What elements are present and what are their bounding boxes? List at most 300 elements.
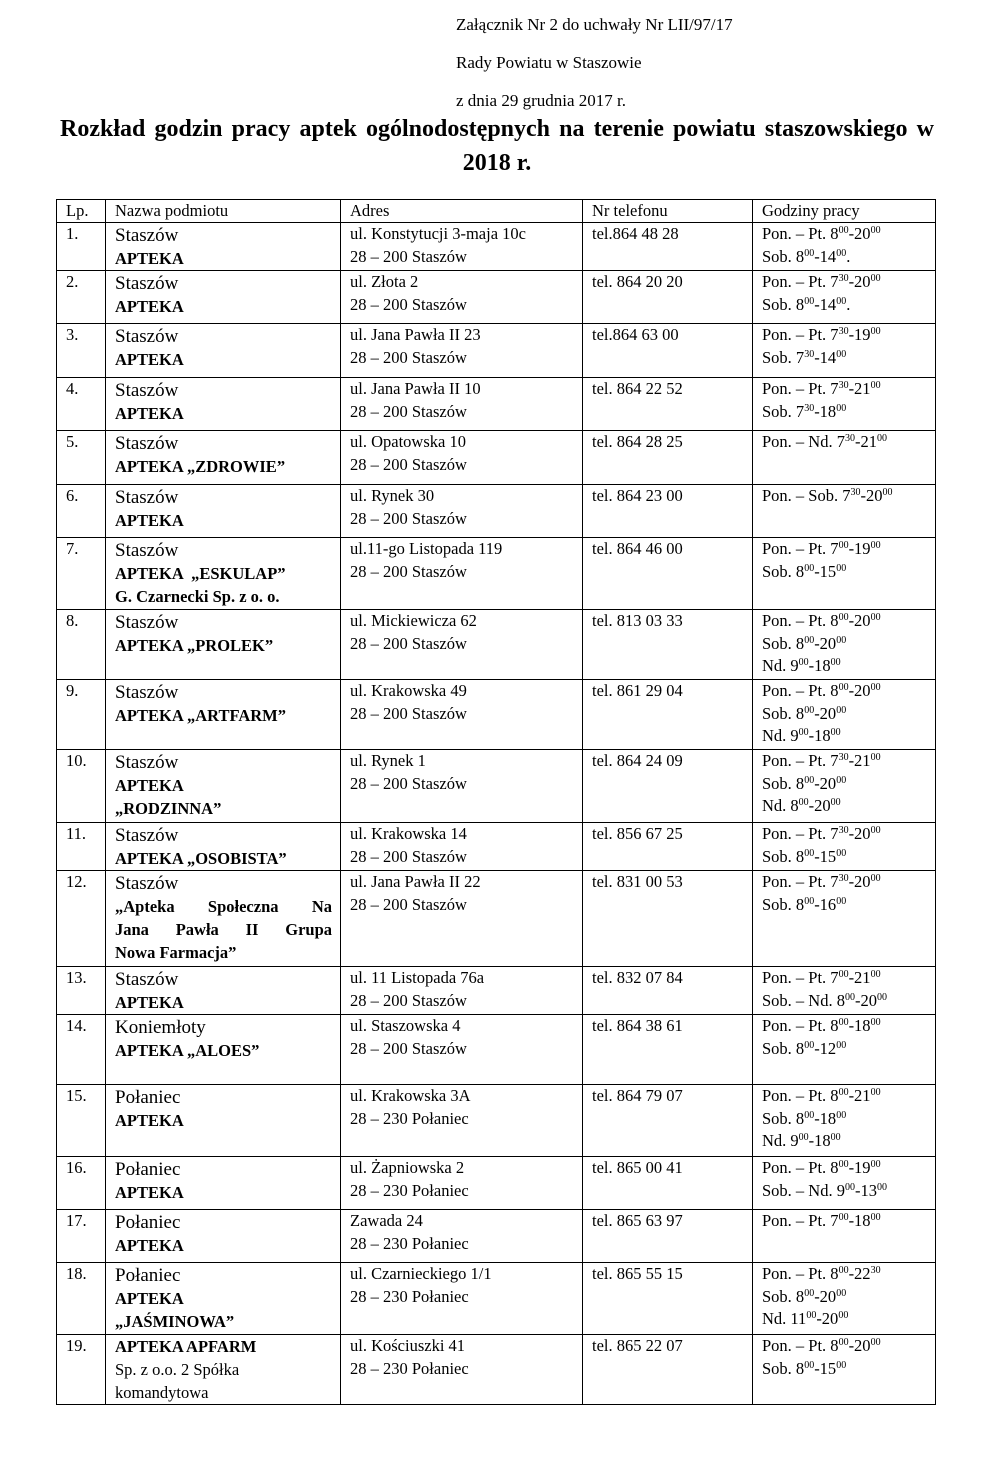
address-line: 28 – 200 Staszów: [350, 347, 467, 367]
cell-hours: [753, 538, 936, 610]
address-line: ul. Jana Pawła II 23: [350, 325, 481, 344]
hours-line: Pon. – Pt. $8^{00}-20^{00}$: [762, 224, 881, 243]
cell-address: [341, 680, 583, 750]
pharmacy-name: APTEKA APFARM: [115, 1337, 257, 1356]
pharmacy-city: Staszów: [115, 225, 179, 246]
pharmacy-name: APTEKA: [115, 993, 184, 1012]
address-line: 28 – 230 Połaniec: [350, 1180, 469, 1200]
hours-minutes: 00: [870, 1212, 881, 1223]
address-line: 28 – 200 Staszów: [350, 773, 467, 793]
pharmacy-city: Staszów: [115, 540, 179, 561]
address-line: ul. Krakowska 3A: [350, 1086, 471, 1105]
address-line: 28 – 200 Staszów: [350, 561, 467, 581]
pharmacy-company: komandytowa: [115, 1383, 209, 1402]
hours-line: Nd. $8^{00}-20^{00}$: [762, 796, 841, 815]
table-row: [57, 823, 936, 871]
hours-minutes: 00: [798, 657, 809, 668]
cell-name: [106, 271, 341, 324]
cell-hours: [753, 431, 936, 485]
hours-minutes: 00: [830, 727, 841, 738]
hours-minutes: 00: [804, 1359, 815, 1371]
cell-name: [106, 1157, 341, 1210]
cell-address: [341, 223, 583, 271]
hours-line: Sob. $8^{00}-12^{00}$: [762, 1038, 847, 1058]
hours-minutes: 00: [838, 1017, 849, 1028]
address-line: ul. Jana Pawła II 10: [350, 379, 481, 398]
table-row: [57, 324, 936, 378]
cell-address: [341, 1015, 583, 1085]
cell-phone: tel. 864 79 07: [583, 1085, 753, 1157]
hours-minutes: 00: [798, 727, 809, 738]
cell-phone: tel. 864 22 52: [583, 378, 753, 431]
address-line: 28 – 230 Połaniec: [350, 1358, 469, 1378]
cell-hours: [753, 1335, 936, 1405]
hours-minutes: 00: [838, 1159, 849, 1170]
hours-minutes: 00: [870, 1159, 881, 1170]
cell-name: [106, 223, 341, 271]
pharmacy-city: Staszów: [115, 752, 179, 773]
pharmacy-city: Staszów: [115, 969, 179, 990]
pharmacy-city: Połaniec: [115, 1087, 181, 1108]
cell-name: [106, 967, 341, 1015]
cell-hours: [753, 967, 936, 1015]
cell-hours: [753, 1263, 936, 1335]
hours-line: Pon. – Pt. $8^{00}-18^{00}$: [762, 1016, 881, 1035]
hours-minutes: 00: [838, 969, 849, 980]
hours-minutes: 30: [804, 348, 815, 360]
cell-address: [341, 1263, 583, 1335]
cell-hours: [753, 1157, 936, 1210]
pharmacy-name: APTEKA „ZDROWIE”: [115, 457, 286, 476]
pharmacy-name: APTEKA „ALOES”: [115, 1041, 260, 1060]
cell-phone: tel. 864 24 09: [583, 750, 753, 823]
cell-name: [106, 538, 341, 610]
address-line: ul. Czarnieckiego 1/1: [350, 1264, 492, 1283]
hours-minutes: 00: [870, 326, 881, 337]
cell-phone: tel. 865 63 97: [583, 1210, 753, 1263]
cell-name: [106, 750, 341, 823]
hours-minutes: 00: [836, 402, 847, 414]
hours-minutes: 00: [804, 847, 815, 859]
hours-line: Pon. – Pt. $7^{00}-21^{00}$: [762, 968, 881, 987]
hours-minutes: 00: [838, 1310, 849, 1321]
attachment-line: z dnia 29 grudnia 2017 r.: [456, 91, 626, 110]
table-row: [57, 967, 936, 1015]
table-row: [57, 1210, 936, 1263]
cell-lp: 9.: [57, 680, 106, 750]
cell-lp: 6.: [57, 485, 106, 538]
hours-line: Sob. $8^{00}-15^{00}$: [762, 561, 847, 581]
cell-lp: 15.: [57, 1085, 106, 1157]
table-row: [57, 538, 936, 610]
column-header-phone: Nr telefonu: [583, 200, 753, 223]
hours-minutes: 00: [870, 540, 881, 551]
table-row: [57, 223, 936, 271]
hours-minutes: 00: [830, 657, 841, 668]
table-row: [57, 1157, 936, 1210]
hours-minutes: 00: [830, 1132, 841, 1143]
hours-minutes: 30: [844, 433, 855, 444]
hours-minutes: 00: [870, 825, 881, 836]
hours-line: Sob. $8^{00}-20^{00}$: [762, 703, 847, 723]
cell-address: [341, 324, 583, 378]
pharmacy-city: Staszów: [115, 873, 179, 894]
hours-minutes: 00: [876, 991, 887, 1003]
address-line: 28 – 200 Staszów: [350, 846, 467, 866]
hours-minutes: 00: [870, 969, 881, 980]
pharmacy-name: APTEKA „PROLEK”: [115, 636, 274, 655]
cell-name: [106, 1085, 341, 1157]
hours-minutes: 00: [836, 1109, 847, 1121]
address-line: ul. Złota 2: [350, 272, 419, 291]
hours-minutes: 30: [804, 402, 815, 414]
pharmacy-name: APTEKA: [115, 511, 184, 530]
hours-minutes: 00: [876, 433, 887, 444]
address-line: 28 – 200 Staszów: [350, 508, 467, 528]
hours-minutes: 00: [836, 895, 847, 907]
hours-minutes: 00: [870, 380, 881, 391]
pharmacy-name: APTEKA: [115, 1111, 184, 1130]
pharmacy-name: Nowa Farmacja”: [115, 943, 237, 962]
address-line: ul. Mickiewicza 62: [350, 611, 477, 630]
table-row: [57, 750, 936, 823]
cell-address: [341, 431, 583, 485]
cell-name: [106, 871, 341, 967]
cell-lp: 7.: [57, 538, 106, 610]
hours-minutes: 30: [838, 326, 849, 337]
hours-line: Sob. – Nd. $9^{00}-13^{00}$: [762, 1180, 887, 1200]
cell-address: [341, 485, 583, 538]
cell-address: [341, 538, 583, 610]
hours-minutes: 30: [838, 273, 849, 284]
cell-phone: tel. 865 22 07: [583, 1335, 753, 1405]
cell-lp: 12.: [57, 871, 106, 967]
pharmacy-name: APTEKA: [115, 1289, 184, 1308]
hours-minutes: 00: [830, 797, 841, 808]
cell-phone: tel. 865 00 41: [583, 1157, 753, 1210]
hours-line: Sob. $8^{00}-20^{00}$: [762, 1286, 847, 1306]
cell-hours: [753, 1085, 936, 1157]
pharmacy-city: Staszów: [115, 825, 179, 846]
pharmacy-name: APTEKA: [115, 297, 184, 316]
hours-minutes: 00: [838, 1265, 849, 1276]
hours-minutes: 00: [838, 1087, 849, 1098]
hours-minutes: 00: [804, 1287, 815, 1299]
address-line: Zawada 24: [350, 1211, 423, 1230]
pharmacy-name: Jana Pawła II Grupa: [115, 920, 332, 939]
pharmacy-city: Staszów: [115, 273, 179, 294]
cell-lp: 13.: [57, 967, 106, 1015]
hours-minutes: 00: [836, 1039, 847, 1051]
hours-minutes: 00: [870, 612, 881, 623]
hours-line: Pon. – Pt. $8^{00}-21^{00}$: [762, 1086, 881, 1105]
cell-name: [106, 680, 341, 750]
hours-minutes: 00: [836, 1359, 847, 1371]
table-row: [57, 871, 936, 967]
pharmacy-name: APTEKA „OSOBISTA”: [115, 849, 287, 868]
hours-line: Pon. – Nd. $7^{30}-21^{00}$: [762, 432, 887, 451]
hours-line: Sob. $8^{00}-20^{00}$: [762, 773, 847, 793]
cell-phone: tel. 832 07 84: [583, 967, 753, 1015]
hours-line: Pon. – Pt. $7^{30}-20^{00}$: [762, 872, 881, 891]
pharmacy-name: „Apteka Społeczna Na: [115, 897, 332, 916]
hours-minutes: 00: [870, 1337, 881, 1348]
cell-phone: tel. 865 55 15: [583, 1263, 753, 1335]
cell-lp: 11.: [57, 823, 106, 871]
pharmacy-name: APTEKA: [115, 1183, 184, 1202]
hours-minutes: 00: [804, 634, 815, 646]
address-line: ul. Rynek 30: [350, 486, 435, 505]
hours-line: Sob. $8^{00}-14^{00}$.: [762, 294, 851, 314]
cell-phone: tel. 856 67 25: [583, 823, 753, 871]
cell-name: [106, 324, 341, 378]
cell-address: [341, 871, 583, 967]
hours-line: Pon. – Pt. $8^{00}-22^{30}$: [762, 1264, 881, 1283]
hours-minutes: 00: [836, 774, 847, 786]
hours-minutes: 00: [836, 634, 847, 646]
cell-lp: 14.: [57, 1015, 106, 1085]
hours-minutes: 00: [844, 991, 855, 1003]
table-header-row: [57, 200, 936, 223]
cell-address: [341, 967, 583, 1015]
hours-minutes: 00: [838, 540, 849, 551]
cell-lp: 2.: [57, 271, 106, 324]
hours-minutes: 00: [838, 612, 849, 623]
hours-minutes: 00: [870, 273, 881, 284]
cell-name: [106, 610, 341, 680]
cell-address: [341, 610, 583, 680]
address-line: 28 – 200 Staszów: [350, 894, 467, 914]
cell-address: [341, 271, 583, 324]
attachment-line: Załącznik Nr 2 do uchwały Nr LII/97/17: [456, 15, 733, 34]
cell-address: [341, 823, 583, 871]
address-line: ul. Opatowska 10: [350, 432, 466, 451]
cell-lp: 16.: [57, 1157, 106, 1210]
attachment-line: Rady Powiatu w Staszowie: [456, 53, 642, 72]
cell-lp: 1.: [57, 223, 106, 271]
cell-address: [341, 750, 583, 823]
cell-name: [106, 485, 341, 538]
hours-line: Pon. – Pt. $8^{00}-20^{00}$: [762, 611, 881, 630]
cell-name: [106, 823, 341, 871]
hours-minutes: 00: [806, 1310, 817, 1321]
cell-lp: 19.: [57, 1335, 106, 1405]
hours-minutes: 00: [870, 752, 881, 763]
pharmacy-city: Staszów: [115, 380, 179, 401]
address-line: 28 – 200 Staszów: [350, 703, 467, 723]
hours-minutes: 30: [838, 752, 849, 763]
hours-minutes: 00: [870, 1017, 881, 1028]
cell-phone: tel. 864 28 25: [583, 431, 753, 485]
cell-name: [106, 1335, 341, 1405]
hours-minutes: 00: [870, 1087, 881, 1098]
hours-minutes: 00: [836, 1287, 847, 1299]
cell-address: [341, 1210, 583, 1263]
pharmacy-name: APTEKA: [115, 1236, 184, 1255]
hours-line: Pon. – Pt. $7^{00}-19^{00}$: [762, 539, 881, 558]
cell-address: [341, 1157, 583, 1210]
hours-minutes: 00: [804, 704, 815, 716]
pharmacy-city: Staszów: [115, 682, 179, 703]
cell-phone: tel. 864 38 61: [583, 1015, 753, 1085]
pharmacy-name: „RODZINNA”: [115, 799, 222, 818]
table-row: [57, 1015, 936, 1085]
hours-minutes: 30: [838, 380, 849, 391]
hours-line: Nd. $9^{00}-18^{00}$: [762, 726, 841, 745]
hours-minutes: 00: [804, 247, 815, 259]
hours-minutes: 00: [804, 774, 815, 786]
document-title: Rozkład godzin pracy aptek ogólnodostępnych na terenie powiatu staszowskiego w 2018 r.: [60, 116, 934, 176]
pharmacy-name: APTEKA: [115, 350, 184, 369]
cell-name: [106, 1015, 341, 1085]
hours-minutes: 00: [838, 1212, 849, 1223]
cell-phone: tel. 861 29 04: [583, 680, 753, 750]
address-line: 28 – 230 Połaniec: [350, 1108, 469, 1128]
hours-minutes: 00: [804, 562, 815, 574]
hours-minutes: 00: [804, 295, 815, 307]
address-line: 28 – 200 Staszów: [350, 1038, 467, 1058]
hours-line: Pon. – Pt. $8^{00}-20^{00}$: [762, 681, 881, 700]
cell-lp: 17.: [57, 1210, 106, 1263]
address-line: ul. Krakowska 14: [350, 824, 467, 843]
pharmacy-city: Połaniec: [115, 1159, 181, 1180]
hours-minutes: 00: [882, 487, 893, 498]
hours-minutes: 00: [836, 247, 847, 259]
hours-line: Pon. – Pt. $7^{30}-20^{00}$: [762, 824, 881, 843]
cell-name: [106, 431, 341, 485]
address-line: 28 – 200 Staszów: [350, 401, 467, 421]
hours-line: Sob. $8^{00}-14^{00}$.: [762, 246, 851, 266]
hours-line: Sob. $7^{30}-14^{00}$: [762, 347, 847, 367]
cell-hours: [753, 485, 936, 538]
pharmacy-city: Staszów: [115, 433, 179, 454]
hours-minutes: 30: [838, 825, 849, 836]
pharmacy-city: Staszów: [115, 487, 179, 508]
hours-minutes: 00: [836, 704, 847, 716]
table-row: [57, 1335, 936, 1405]
cell-name: [106, 1263, 341, 1335]
hours-minutes: 30: [870, 1265, 881, 1276]
pharmacy-city: Koniemłoty: [115, 1017, 206, 1038]
hours-minutes: 00: [870, 873, 881, 884]
hours-minutes: 00: [876, 1181, 887, 1193]
cell-lp: 5.: [57, 431, 106, 485]
hours-line: Nd. $9^{00}-18^{00}$: [762, 656, 841, 675]
table-row: [57, 431, 936, 485]
cell-phone: tel.864 63 00: [583, 324, 753, 378]
pharmacy-name: APTEKA: [115, 404, 184, 423]
pharmacy-city: Połaniec: [115, 1212, 181, 1233]
cell-name: [106, 378, 341, 431]
address-line: 28 – 200 Staszów: [350, 454, 467, 474]
cell-address: [341, 1085, 583, 1157]
cell-hours: [753, 871, 936, 967]
table-row: [57, 485, 936, 538]
cell-hours: [753, 324, 936, 378]
cell-lp: 4.: [57, 378, 106, 431]
address-line: 28 – 200 Staszów: [350, 633, 467, 653]
hours-line: Sob. $7^{30}-18^{00}$: [762, 401, 847, 421]
cell-hours: [753, 1210, 936, 1263]
hours-line: Pon. – Pt. $7^{30}-19^{00}$: [762, 325, 881, 344]
address-line: ul. Krakowska 49: [350, 681, 467, 700]
hours-minutes: 00: [844, 1181, 855, 1193]
cell-lp: 8.: [57, 610, 106, 680]
hours-line: Sob. $8^{00}-15^{00}$: [762, 1358, 847, 1378]
pharmacy-name: G. Czarnecki Sp. z o. o.: [115, 587, 280, 606]
hours-minutes: 00: [804, 1039, 815, 1051]
hours-line: Pon. – Pt. $7^{30}-21^{00}$: [762, 751, 881, 770]
cell-name: [106, 1210, 341, 1263]
pharmacy-name: APTEKA: [115, 249, 184, 268]
hours-minutes: 00: [836, 348, 847, 360]
hours-line: Sob. – Nd. $8^{00}-20^{00}$: [762, 990, 887, 1010]
cell-phone: tel. 864 20 20: [583, 271, 753, 324]
hours-minutes: 00: [870, 682, 881, 693]
pharmacy-city: Staszów: [115, 612, 179, 633]
address-line: 28 – 230 Połaniec: [350, 1286, 469, 1306]
pharmacy-name: APTEKA „ESKULAP”: [115, 564, 286, 583]
hours-line: Sob. $8^{00}-15^{00}$: [762, 846, 847, 866]
column-header-hours: Godziny pracy: [753, 200, 936, 223]
hours-minutes: 00: [798, 797, 809, 808]
cell-hours: [753, 750, 936, 823]
address-line: ul. Rynek 1: [350, 751, 426, 770]
hours-minutes: 00: [838, 682, 849, 693]
cell-hours: [753, 680, 936, 750]
pharmacy-name: APTEKA: [115, 776, 184, 795]
attachment-note: [456, 6, 733, 120]
address-line: ul. Kościuszki 41: [350, 1336, 466, 1355]
hours-line: Pon. – Pt. $7^{00}-18^{00}$: [762, 1211, 881, 1230]
table-body: [57, 223, 936, 1405]
address-line: 28 – 200 Staszów: [350, 294, 467, 314]
hours-minutes: 00: [838, 225, 849, 236]
hours-minutes: 00: [798, 1132, 809, 1143]
cell-address: [341, 378, 583, 431]
pharmacy-company: Sp. z o.o. 2 Spółka: [115, 1360, 240, 1379]
address-line: 28 – 200 Staszów: [350, 990, 467, 1010]
column-header-address: Adres: [341, 200, 583, 223]
hours-minutes: 00: [838, 1337, 849, 1348]
column-header-name: Nazwa podmiotu: [106, 200, 341, 223]
hours-line: Nd. $9^{00}-18^{00}$: [762, 1131, 841, 1150]
cell-lp: 3.: [57, 324, 106, 378]
hours-line: Sob. $8^{00}-20^{00}$: [762, 633, 847, 653]
hours-line: Sob. $8^{00}-16^{00}$: [762, 894, 847, 914]
table-row: [57, 1263, 936, 1335]
cell-hours: [753, 378, 936, 431]
hours-line: Pon. – Pt. $8^{00}-20^{00}$: [762, 1336, 881, 1355]
table-row: [57, 271, 936, 324]
hours-line: Pon. – Sob. $7^{30}-20^{00}$: [762, 486, 893, 505]
pharmacy-hours-table: [56, 199, 936, 1405]
cell-phone: tel. 864 46 00: [583, 538, 753, 610]
hours-line: Pon. – Pt. $8^{00}-19^{00}$: [762, 1158, 881, 1177]
hours-minutes: 00: [804, 1109, 815, 1121]
column-header-lp: Lp.: [57, 200, 106, 223]
cell-phone: tel. 831 00 53: [583, 871, 753, 967]
table-row: [57, 610, 936, 680]
cell-hours: [753, 223, 936, 271]
cell-phone: tel.864 48 28: [583, 223, 753, 271]
hours-minutes: 00: [836, 295, 847, 307]
hours-line: Pon. – Pt. $7^{30}-21^{00}$: [762, 379, 881, 398]
pharmacy-name: APTEKA „ARTFARM”: [115, 706, 286, 725]
hours-minutes: 00: [870, 225, 881, 236]
address-line: 28 – 200 Staszów: [350, 246, 467, 266]
hours-minutes: 00: [836, 562, 847, 574]
